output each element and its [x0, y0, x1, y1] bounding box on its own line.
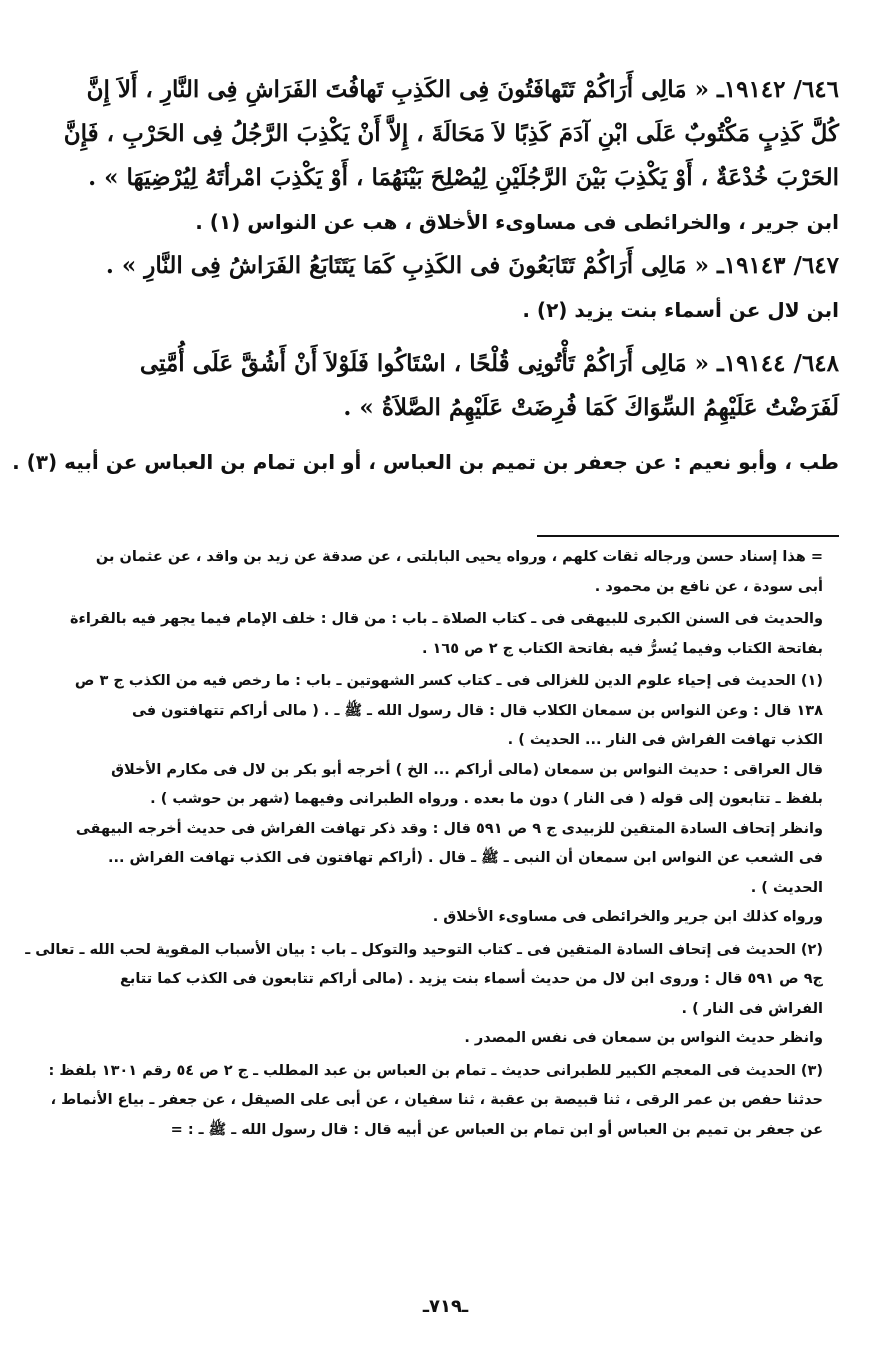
footnote-2-line: الفراش فى النار ) .	[681, 1000, 823, 1017]
footnote-1-line: وانظر إتحاف السادة المتقين للزبيدى ج ٩ ص ٥٩١ قال : وقد ذكر تهافت الفراش فى حديث أخرجه البيهقى	[75, 820, 823, 837]
hadith-646-line-2: كُلَّ كَذِبٍ مَكْتُوبٌ عَلَى ابْنِ آدَمَ كَذِبًا لاَ مَحَالَةَ ، إِلاَّ أَنْ يَكْذِبَ الرَّجُلُ فِى الحَرْبِ ، فَإِنَّ	[63, 120, 839, 147]
footnote-1-line: فى الشعب عن النواس ابن سمعان أن النبى ـ ﷺ ـ قال . (أراكم تهافتون فى الكذب تهافت الفراش ...	[107, 850, 823, 866]
footnote-continuation-line: = هذا إسناد حسن ورجاله ثقات كلهم ، ورواه يحيى البابلتى ، عن صدقة عن زيد بن واقد ، عن عثمان بن	[95, 549, 823, 565]
hadith-648-line-1: ٦٤٨/ ١٩١٤٤ـ « مَالِى أَرَاكُمْ تَأْتُونِى قُلْحًا ، اسْتَاكُوا فَلَوْلاَ أَنْ أَشُقَّ عَلَى أُمَّتِى	[139, 350, 839, 377]
hadith-646-line-3: الحَرْبَ خُدْعَةٌ ، أَوْ يَكْذِبَ بَيْنَ الرَّجُلَيْنِ لِيُصْلِحَ بَيْنَهُمَا ، أَوْ يَكْذِبَ امْرأتَهُ لِيُرْضِيَهَا » .	[88, 164, 839, 191]
footnote-2-line: وانظر حديث النواس بن سمعان فى نفس المصدر .	[464, 1030, 823, 1046]
footnote-3-line: حدثنا حفص بن عمر الرقى ، ثنا قبيصة بن عقبة ، ثنا سفيان ، عن أبى على الصيقل ، عن جعفر ـ بياع الأنماط ،	[50, 1092, 823, 1108]
hadith-647-text: ٦٤٧/ ١٩١٤٣ـ « مَالِى أَرَاكُمْ تَتَابَعُونَ فى الكَذِبِ كَمَا يَتَتَابَعُ الفَرَاشُ فِى النَّارِ » .	[105, 252, 839, 279]
footnote-1-line: ١٣٨ قال : وعن النواس بن سمعان الكلاب قال : قال رسول الله ـ ﷺ ـ . ( مالى أراكم تتهافتون فى	[131, 702, 823, 719]
hadith-648-source: طب ، وأبو نعيم : عن جعفر بن تميم بن العباس ، أو ابن تمام بن العباس عن أبيه (٣) .	[12, 450, 839, 474]
hadith-646-source: ابن جرير ، والخرائطى فى مساوىء الأخلاق ، هب عن النواس (١) .	[195, 210, 839, 234]
footnote-1-line: (١) الحديث فى إحياء علوم الدين للغزالى فى ـ كتاب كسر الشهوتين ـ باب : ما رخص فيه من الكذب ج ٣ ص	[74, 673, 823, 689]
footnote-divider	[537, 535, 839, 537]
footnote-1-line: الحديث ) .	[750, 879, 823, 896]
page-number: ـ٧١٩ـ	[422, 1296, 469, 1317]
footnote-continuation-line: والحديث فى السنن الكبرى للبيهقى فى ـ كتاب الصلاة ـ باب : من قال : خلف الإمام فيما يجهر فيه بالقراءة	[69, 611, 823, 627]
footnote-continuation-line: أبى سودة ، عن نافع بن محمود .	[594, 578, 823, 595]
footnote-1-line: قال العراقى : حديث النواس بن سمعان (مالى أراكم ... الخ ) أخرجه أبو بكر بن لال فى مكارم الأخلاق	[111, 761, 823, 778]
hadith-646-line-1: ٦٤٦/ ١٩١٤٢ـ « مَالِى أَرَاكُمْ تَتَهافَتُونَ فِى الكَذِبِ تَهافُتَ الفَرَاشِ فِى النَّارِ ، أَلاَ إِنَّ	[86, 76, 839, 103]
footnote-1-line: بلفظ ـ تتابعون إلى قوله ( فى النار ) دون ما بعده . ورواه الطبرانى وفيهما (شهر بن حوشب ) .	[150, 791, 823, 807]
footnote-2-line: ج٩ ص ٥٩١ قال : وروى ابن لال من حديث أسماء بنت يزيد . (مالى أراكم تتابعون فى الكذب كما تتابع	[119, 971, 823, 987]
footnote-1-line: الكذب تهافت الفراش فى النار ... الحديث ) .	[507, 732, 823, 748]
footnote-3-line: عن جعفر بن تميم بن العباس أو ابن تمام بن العباس عن أبيه قال : قال رسول الله ـ ﷺ ـ : =	[170, 1121, 823, 1138]
footnote-1-line: ورواه كذلك ابن جرير والخرائطى فى مساوىء الأخلاق .	[432, 909, 823, 925]
hadith-648-line-2: لَفَرَضْتُ عَلَيْهِمُ السِّوَاكَ كَمَا فُرِضَتْ عَلَيْهِمُ الصَّلاَةُ » .	[343, 394, 839, 421]
hadith-647-source: ابن لال عن أسماء بنت يزيد (٢) .	[522, 298, 839, 322]
main-text	[12, 68, 839, 484]
footnote-3-line: (٣) الحديث فى المعجم الكبير للطبرانى حديث ـ تمام بن العباس بن عبد المطلب ـ ج ٢ ص ٥٤ رقم ١٣٠١ بلفظ :	[48, 1062, 823, 1079]
footnote-2-line: (٢) الحديث فى إتحاف السادة المتقين فى ـ كتاب التوحيد والتوكل ـ باب : بيان الأسباب المقوية لحب الله ـ تعالى ـ	[25, 941, 823, 958]
footnotes	[25, 543, 823, 1145]
footnote-continuation-line: بفاتحة الكتاب وفيما يُسرُّ فيه بفاتحة الكتاب ج ٢ ص ١٦٥ .	[421, 640, 823, 657]
